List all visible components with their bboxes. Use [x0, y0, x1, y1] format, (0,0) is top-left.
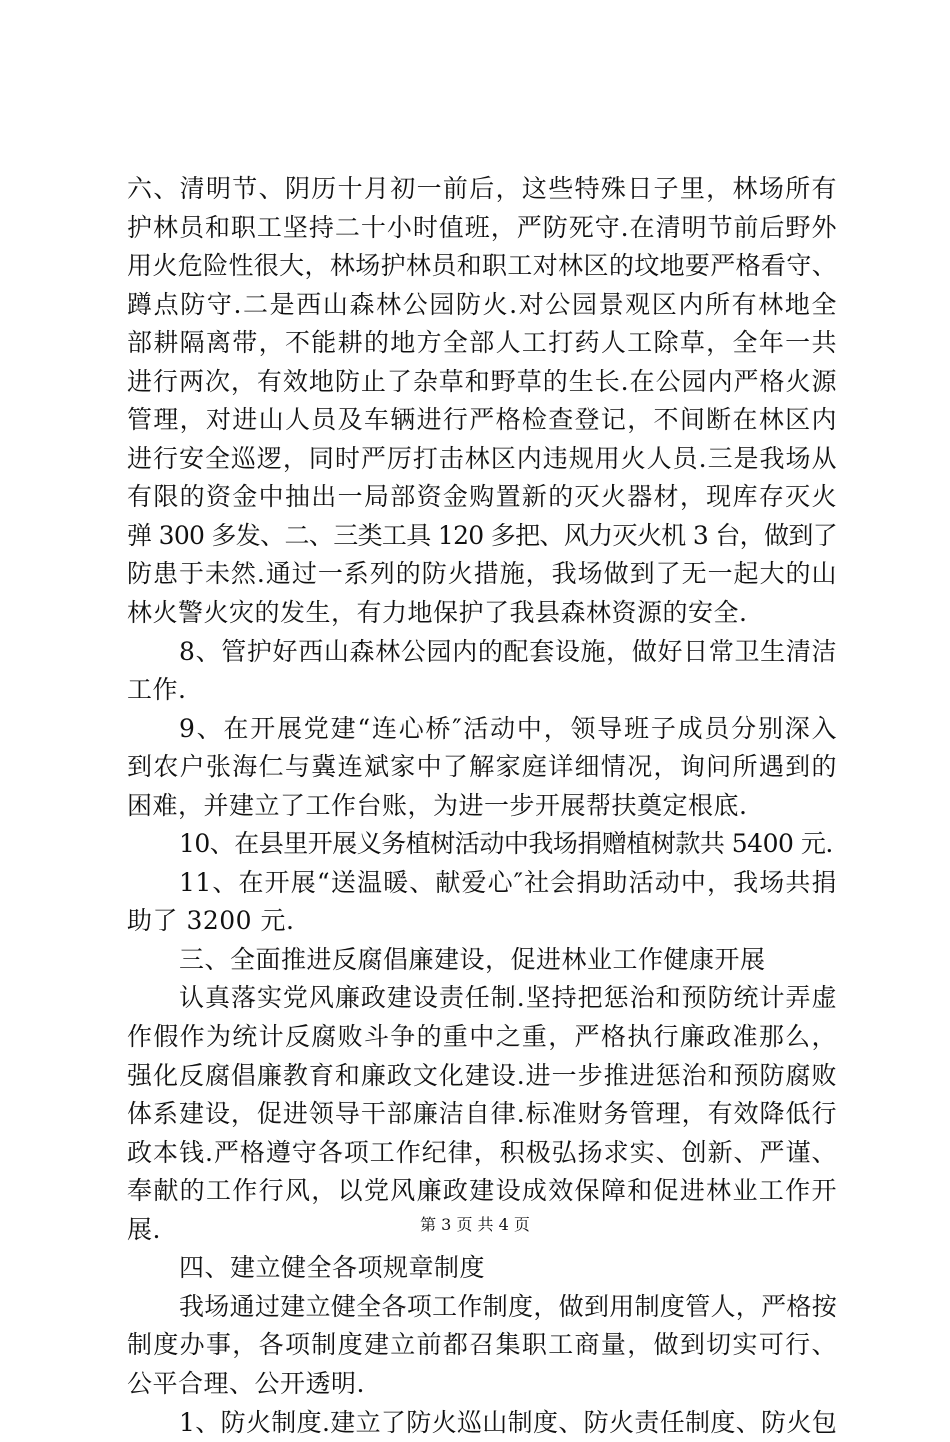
text-line: 进行两次，有效地防止了杂草和野草的生长.在公园内严格火源 [127, 363, 837, 402]
text-line: 管理，对进山人员及车辆进行严格检查登记，不间断在林区内 [127, 401, 837, 440]
text-line: 11、在开展“送温暖、献爱心″社会捐助活动中，我场共捐 [127, 864, 837, 903]
text-line: 我场通过建立健全各项工作制度，做到用制度管人，严格按 [127, 1288, 837, 1327]
text-line: 部耕隔离带，不能耕的地方全部人工打药人工除草，全年一共 [127, 324, 837, 363]
text-line: 强化反腐倡廉教育和廉政文化建设.进一步推进惩治和预防腐败 [127, 1057, 837, 1096]
text-line: 护林员和职工坚持二十小时值班，严防死守.在清明节前后野外 [127, 209, 837, 248]
text-line: 作假作为统计反腐败斗争的重中之重，严格执行廉政准那么， [127, 1018, 837, 1057]
text-line: 进行安全巡逻，同时严厉打击林区内违规用火人员.三是我场从 [127, 440, 837, 479]
text-line: 困难，并建立了工作台账，为进一步开展帮扶奠定根底. [127, 787, 837, 826]
text-line: 9、在开展党建“连心桥″活动中，领导班子成员分别深入 [127, 710, 837, 749]
text-line: 助了 3200 元. [127, 902, 837, 941]
text-line: 政本钱.严格遵守各项工作纪律，积极弘扬求实、创新、严谨、 [127, 1134, 837, 1173]
text-line: 三、全面推进反腐倡廉建设，促进林业工作健康开展 [127, 941, 837, 980]
text-line: 认真落实党风廉政建设责任制.坚持把惩治和预防统计弄虚 [127, 979, 837, 1018]
text-line: 六、清明节、阴历十月初一前后，这些特殊日子里，林场所有 [127, 170, 837, 209]
text-line: 工作. [127, 671, 837, 710]
text-line: 1、防火制度.建立了防火巡山制度、防火责任制度、防火包 [127, 1404, 837, 1442]
page-footer: 第 3 页 共 4 页 [0, 1213, 950, 1237]
text-line: 用火危险性很大，林场护林员和职工对林区的坟地要严格看守、 [127, 247, 837, 286]
text-line: 到农户张海仁与冀连斌家中了解家庭详细情况，询问所遇到的 [127, 748, 837, 787]
text-line: 林火警火灾的发生，有力地保护了我县森林资源的安全. [127, 594, 837, 633]
text-line: 四、建立健全各项规章制度 [127, 1249, 837, 1288]
text-line: 有限的资金中抽出一局部资金购置新的灭火器材，现库存灭火 [127, 478, 837, 517]
text-line: 弹 300 多发、二、三类工具 120 多把、风力灭火机 3 台，做到了 [127, 517, 837, 556]
text-line: 蹲点防守.二是西山森林公园防火.对公园景观区内所有林地全 [127, 286, 837, 325]
text-line: 展. [127, 1211, 837, 1250]
text-line: 公平合理、公开透明. [127, 1365, 837, 1404]
text-line: 10、在县里开展义务植树活动中我场捐赠植树款共 5400 元. [127, 825, 837, 864]
text-line: 制度办事，各项制度建立前都召集职工商量，做到切实可行、 [127, 1326, 837, 1365]
text-line: 体系建设，促进领导干部廉洁自律.标准财务管理，有效降低行 [127, 1095, 837, 1134]
document-body [127, 170, 837, 1442]
text-line: 奉献的工作行风，以党风廉政建设成效保障和促进林业工作开 [127, 1172, 837, 1211]
text-line: 防患于未然.通过一系列的防火措施，我场做到了无一起大的山 [127, 555, 837, 594]
text-line: 8、管护好西山森林公园内的配套设施，做好日常卫生清洁 [127, 633, 837, 672]
